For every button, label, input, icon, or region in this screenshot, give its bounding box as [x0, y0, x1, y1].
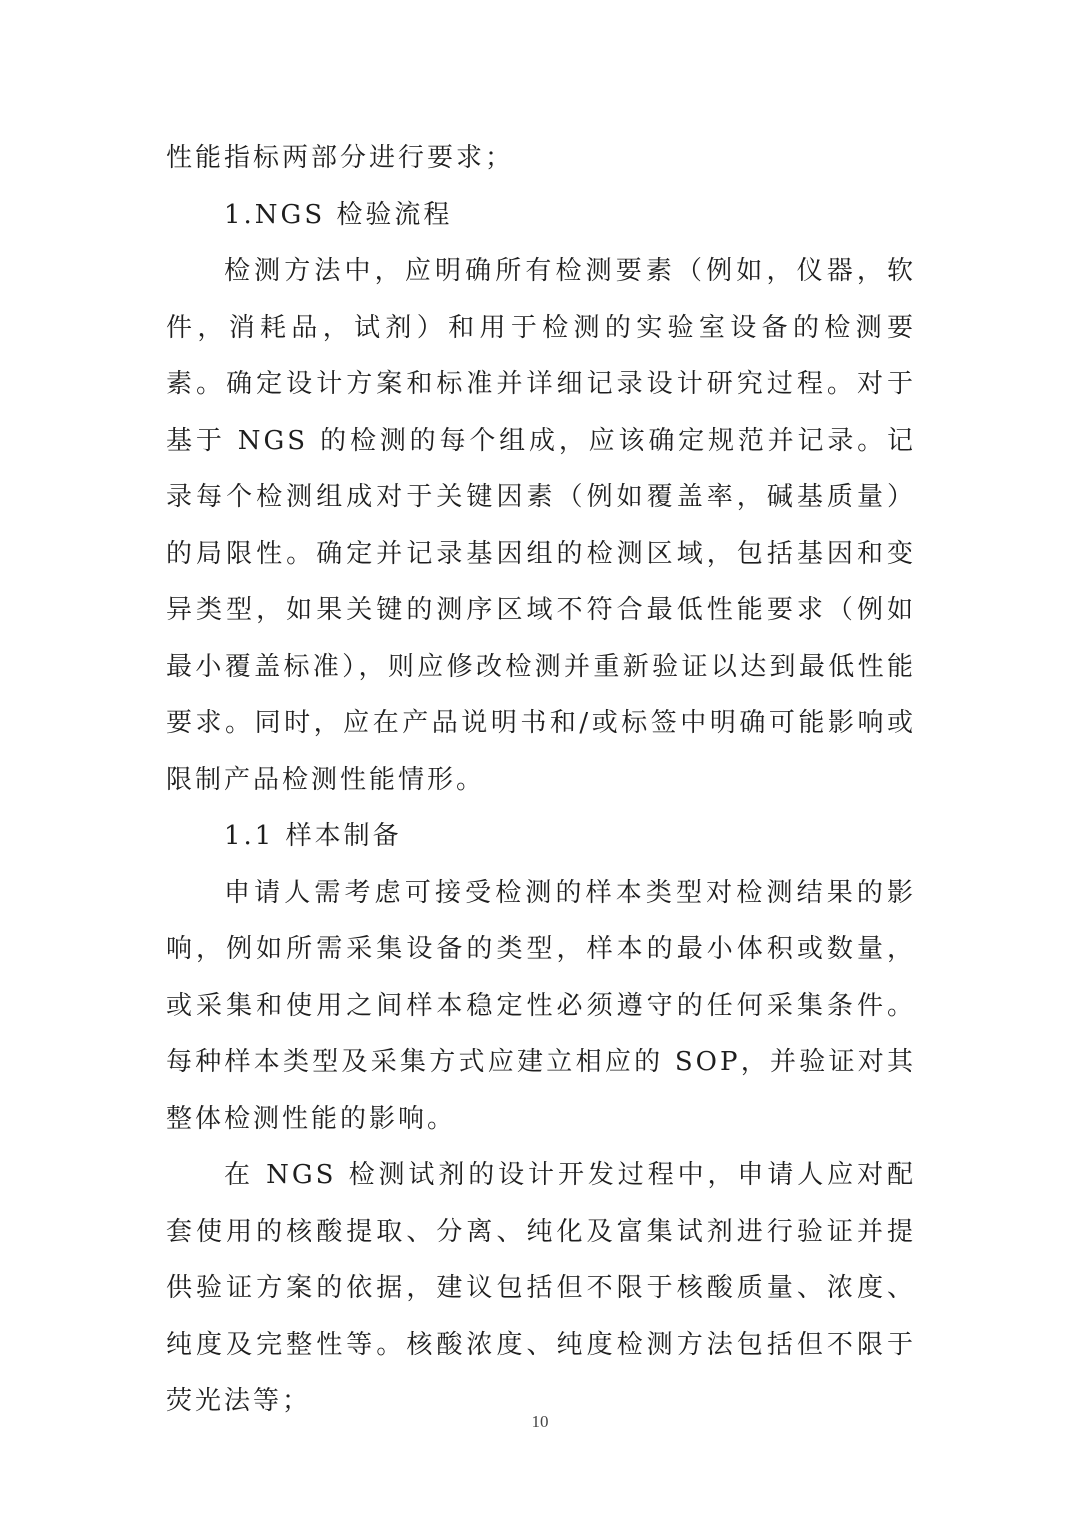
paragraph-sample-types: 申请人需考虑可接受检测的样本类型对检测结果的影响，例如所需采集设备的类型，样本的最小体积或数量，或采集和使用之间样本稳定性必须遵守的任何采集条件。每种样本类型及采集方式应建立相应的 SOP，并验证对其整体检测性能的影响。: [166, 877, 916, 1134]
page-number: 10: [531, 1412, 549, 1431]
paragraph-nucleic-acid: 在 NGS 检测试剂的设计开发过程中，申请人应对配套使用的核酸提取、分离、纯化及富集试剂进行验证并提供验证方案的依据，建议包括但不限于核酸质量、浓度、纯度及完整性等。核酸浓度、纯度检测方法包括但不限于荧光法等；: [166, 1160, 916, 1416]
document-body: [166, 130, 916, 1430]
section-heading-ngs-workflow: 1.NGS 检验流程: [224, 199, 453, 230]
paragraph-continuation: 性能指标两部分进行要求；: [166, 143, 515, 173]
paragraph-detection-method: 检测方法中，应明确所有检测要素（例如，仪器，软件，消耗品，试剂）和用于检测的实验室设备的检测要素。确定设计方案和标准并详细记录设计研究过程。对于基于 NGS 的检测的每个组成，应该确定规范并记录。记录每个检测组成对于关键因素（例如覆盖率，碱基质量）的局限性。确定并记录基因组的检测区域，包括基因和变异类型，如果关键的测序区域不符合最低性能要求（例如最小覆盖标准），则应修改检测并重新验证以达到最低性能要求。同时，应在产品说明书和/或标签中明确可能影响或限制产品检测性能情形。: [166, 256, 916, 795]
section-heading-sample-prep: 1.1 样本制备: [224, 821, 402, 851]
